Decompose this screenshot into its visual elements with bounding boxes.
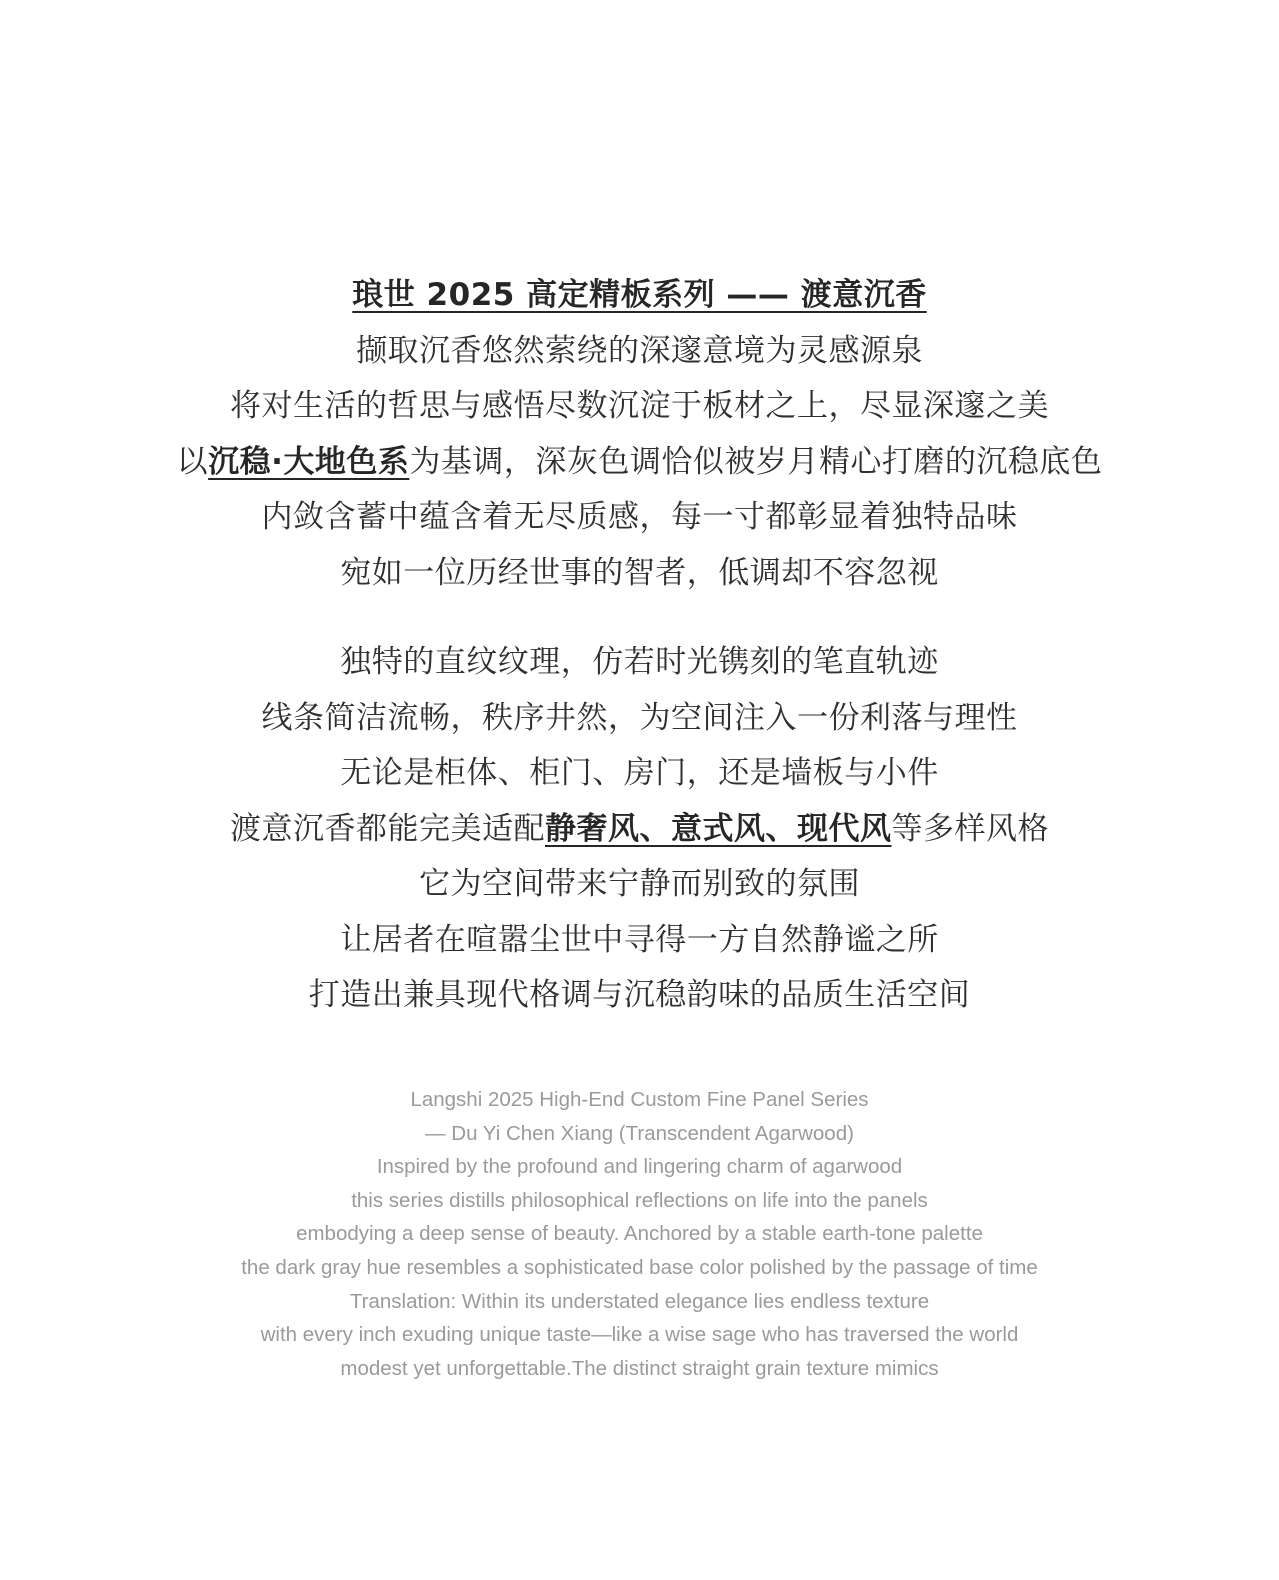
english-line-9: modest yet unforgettable.The distinct straight grain texture mimics [340, 1356, 939, 1380]
intro-line-1: 撷取沉香悠然萦绕的深邃意境为灵感源泉 [356, 332, 923, 369]
intro-line-3-prefix: 以 [176, 443, 209, 480]
english-line-2: — Du Yi Chen Xiang (Transcendent Agarwood) [425, 1121, 854, 1145]
english-line-4: this series distills philosophical reflections on life into the panels [351, 1188, 928, 1212]
texture-line-4-suffix: 等多样风格 [891, 810, 1049, 847]
texture-line-4 [0, 802, 1279, 858]
series-title: 琅世 2025 高定精板系列 —— 渡意沉香 [352, 277, 927, 313]
color-palette-highlight: 沉稳·大地色系 [208, 443, 410, 480]
english-line-5: embodying a deep sense of beauty. Anchored by a stable earth-tone palette [296, 1222, 983, 1246]
texture-line-4-prefix: 渡意沉香都能完美适配 [230, 810, 545, 847]
style-highlight: 静奢风、意式风、现代风 [545, 810, 892, 847]
english-translation [0, 1083, 1279, 1385]
intro-title-line [0, 268, 1279, 324]
intro-line-3 [0, 435, 1279, 491]
english-line-7: Translation: Within its understated elegance lies endless texture [349, 1289, 930, 1313]
english-line-6: the dark gray hue resembles a sophisticated base color polished by the passage of time [241, 1255, 1038, 1279]
intro-line-4: 内敛含蓄中蕴含着无尽质感，每一寸都彰显着独特品味 [261, 499, 1018, 535]
intro-line-3-suffix: 为基调，深灰色调恰似被岁月精心打磨的沉稳底色 [409, 443, 1103, 480]
texture-section [0, 635, 1279, 1024]
intro-line-5: 宛如一位历经世事的智者，低调却不容忽视 [340, 554, 939, 591]
texture-line-7: 打造出兼具现代格调与沉稳韵味的品质生活空间 [308, 977, 971, 1013]
english-line-3: Inspired by the profound and lingering charm of agarwood [376, 1155, 903, 1179]
texture-line-2: 线条简洁流畅，秩序井然，为空间注入一份利落与理性 [261, 699, 1018, 736]
texture-line-1: 独特的直纹纹理，仿若时光镌刻的笔直轨迹 [340, 644, 939, 680]
texture-line-5: 它为空间带来宁静而别致的氛围 [419, 866, 860, 902]
texture-line-6: 让居者在喧嚣尘世中寻得一方自然静谧之所 [340, 921, 939, 958]
english-line-1: Langshi 2025 High-End Custom Fine Panel Series [410, 1088, 869, 1111]
texture-line-3: 无论是柜体、柜门、房门，还是墙板与小件 [340, 755, 939, 791]
english-line-8: with every inch exuding unique taste—like a wise sage who has traversed the world [260, 1323, 1019, 1347]
intro-section [0, 268, 1279, 601]
intro-line-2: 将对生活的哲思与感悟尽数沉淀于板材之上，尽显深邃之美 [230, 388, 1049, 424]
